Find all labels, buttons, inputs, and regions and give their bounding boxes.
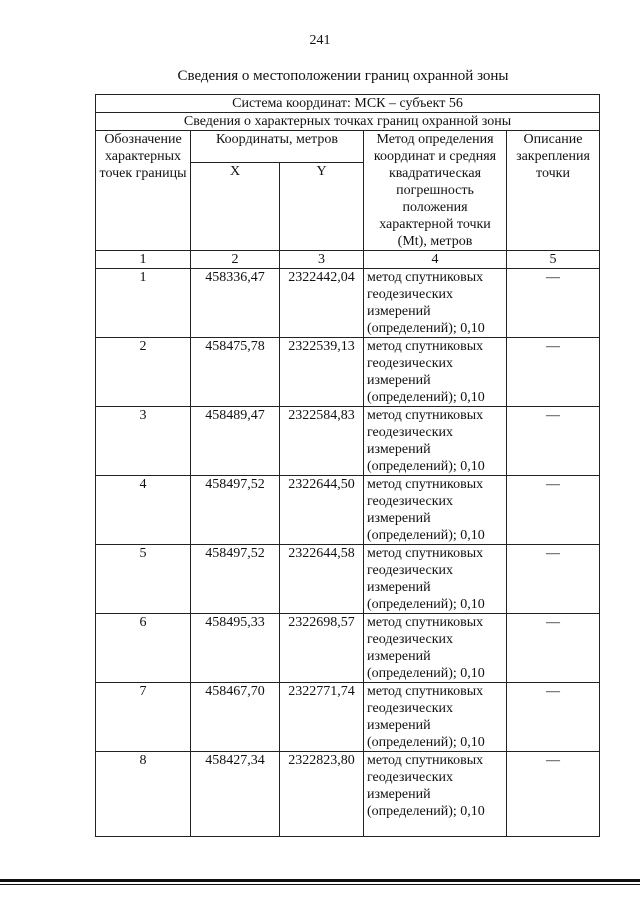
header-y: Y xyxy=(280,163,364,251)
table-row xyxy=(96,683,600,752)
x-coordinate: 458495,33 xyxy=(191,614,280,683)
method-text: метод спутниковых геодезических измерений (определений); 0,10 xyxy=(364,752,507,837)
method-text: метод спутниковых геодезических измерений (определений); 0,10 xyxy=(364,614,507,683)
y-coordinate: 2322442,04 xyxy=(280,269,364,338)
y-coordinate: 2322644,58 xyxy=(280,545,364,614)
header-coordinates: Координаты, метров xyxy=(191,131,364,163)
method-text: метод спутниковых геодезических измерений (определений); 0,10 xyxy=(364,407,507,476)
x-coordinate: 458467,70 xyxy=(191,683,280,752)
description-dash: — xyxy=(507,683,600,752)
description-dash: — xyxy=(507,407,600,476)
method-text: метод спутниковых геодезических измерений (определений); 0,10 xyxy=(364,476,507,545)
footer-divider xyxy=(0,879,640,882)
method-text: метод спутниковых геодезических измерений (определений); 0,10 xyxy=(364,269,507,338)
method-text: метод спутниковых геодезических измерений (определений); 0,10 xyxy=(364,683,507,752)
table-row xyxy=(96,545,600,614)
point-number: 6 xyxy=(96,614,191,683)
point-number: 1 xyxy=(96,269,191,338)
section-title-row: Сведения о характерных точках границ охранной зоны xyxy=(96,113,600,131)
method-text: метод спутниковых геодезических измерений (определений); 0,10 xyxy=(364,545,507,614)
table-row xyxy=(96,752,600,837)
y-coordinate: 2322771,74 xyxy=(280,683,364,752)
document-title: Сведения о местоположении границ охранной зоны xyxy=(177,68,509,84)
x-coordinate: 458475,78 xyxy=(191,338,280,407)
y-coordinate: 2322698,57 xyxy=(280,614,364,683)
x-coordinate: 458336,47 xyxy=(191,269,280,338)
description-dash: — xyxy=(507,614,600,683)
point-number: 4 xyxy=(96,476,191,545)
coordinates-table xyxy=(95,94,600,837)
point-number: 2 xyxy=(96,338,191,407)
column-number-3: 3 xyxy=(280,251,364,269)
table-row xyxy=(96,407,600,476)
y-coordinate: 2322584,83 xyxy=(280,407,364,476)
header-method: Метод определения координат и средняя квадратическая погрешность положения характерной точки (Mt), метров xyxy=(364,131,507,251)
point-number: 3 xyxy=(96,407,191,476)
point-number: 8 xyxy=(96,752,191,837)
point-number: 5 xyxy=(96,545,191,614)
column-number-5: 5 xyxy=(507,251,600,269)
table-row xyxy=(96,614,600,683)
column-number-1: 1 xyxy=(96,251,191,269)
description-dash: — xyxy=(507,476,600,545)
column-number-2: 2 xyxy=(191,251,280,269)
table-row xyxy=(96,269,600,338)
page-number: 241 xyxy=(309,33,331,48)
x-coordinate: 458497,52 xyxy=(191,476,280,545)
header-x: X xyxy=(191,163,280,251)
description-dash: — xyxy=(507,338,600,407)
table-row xyxy=(96,338,600,407)
table-row xyxy=(96,476,600,545)
method-text: метод спутниковых геодезических измерений (определений); 0,10 xyxy=(364,338,507,407)
y-coordinate: 2322823,80 xyxy=(280,752,364,837)
description-dash: — xyxy=(507,269,600,338)
x-coordinate: 458497,52 xyxy=(191,545,280,614)
y-coordinate: 2322539,13 xyxy=(280,338,364,407)
x-coordinate: 458427,34 xyxy=(191,752,280,837)
description-dash: — xyxy=(507,752,600,837)
footer-divider-thin xyxy=(0,884,640,885)
x-coordinate: 458489,47 xyxy=(191,407,280,476)
description-dash: — xyxy=(507,545,600,614)
column-number-4: 4 xyxy=(364,251,507,269)
header-designation: Обозначение характерных точек границы xyxy=(96,131,191,251)
coordinate-system-row: Система координат: МСК – субъект 56 xyxy=(96,95,600,113)
point-number: 7 xyxy=(96,683,191,752)
y-coordinate: 2322644,50 xyxy=(280,476,364,545)
header-description: Описание закрепления точки xyxy=(507,131,600,251)
